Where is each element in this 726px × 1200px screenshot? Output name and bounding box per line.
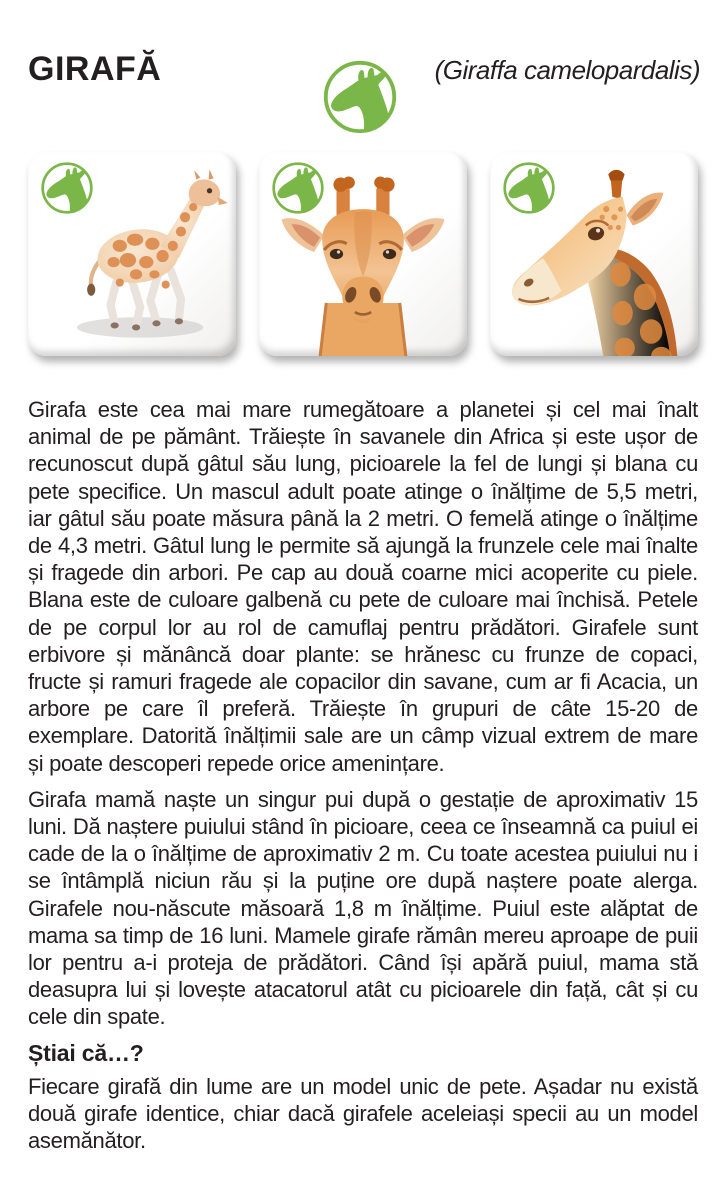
paragraph-description: Girafa este cea mai mare rumegătoare a planetei și cel mai înalt animal de pe pământ. Trăiește în savanele din Africa și este ușor de recunoscut după gâtul său lung, picioarele la fel de lungi și blana cu pete specifice. Un mascul adult poate atinge o înălțime de 5,5 metri, iar gâtul său poate măsura până la 2 metri. O femelă atinge o înălțime de 4,3 metri. Gâtul lung le permite să ajungă la frunzele cele mai înalte și fragede din arbori. Pe cap au două coarne mici acoperite cu piele. Blana este de culoare galbenă cu pete de culoare mai închisă. Petele de pe corpul lor au rol de camuflaj pentru prădători. Girafele sunt erbivore și mănâncă doar plante: se hrănesc cu frunze de copaci, fructe și ramuri fragede ale copacilor din savane, cum ar fi Acacia, un arbore pe care îl preferă. Trăiește în grupuri de câte 15-20 de exemplare. Datorită înălțimii sale are un câmp vizual extrem de mare și poate descoperi repede orice amenințare. [28,397,698,776]
giraffe-head-icon [322,58,398,136]
did-you-know-heading: Știai că…? [28,1039,144,1066]
article-body [28,396,698,1163]
latin-name: (Giraffa camelopardalis) [434,55,700,85]
image-card-row [28,152,698,358]
did-you-know-text: Fiecare girafă din lume are un model unic de pete. Așadar nu există două girafe identice, chiar dacă girafele aceleiași specii au un model asemănător. [28,1073,698,1154]
card-baby-giraffe [28,152,236,356]
page-title: GIRAFĂ [28,50,162,88]
giraffe-head-icon [502,161,556,215]
card-giraffe-profile [490,152,698,356]
paragraph-reproduction: Girafa mamă naște un singur pui după o gestație de aproximativ 15 luni. Dă naștere puiului stând în picioare, ceea ce înseamnă ca puiul ei cade de la o înălțime de aproximativ 2 m. Cu toate acestea puiului nu i se întâmplă niciun rău și la puține ore după naștere poate alerga. Girafele nou-născute măsoară 1,8 m înălțime. Puiul este alăptat de mama sa timp de 16 luni. Mamele girafe rămân mereu aproape de puii lor pentru a-i proteja de prădători. Când își apără puiul, mama stă deasupra lui și lovește atacatorul atât cu picioarele din față, cât și cu cele din spate. [28,786,698,1030]
giraffe-head-icon [271,161,325,215]
giraffe-head-icon [40,161,94,215]
card-giraffe-face [259,152,467,356]
